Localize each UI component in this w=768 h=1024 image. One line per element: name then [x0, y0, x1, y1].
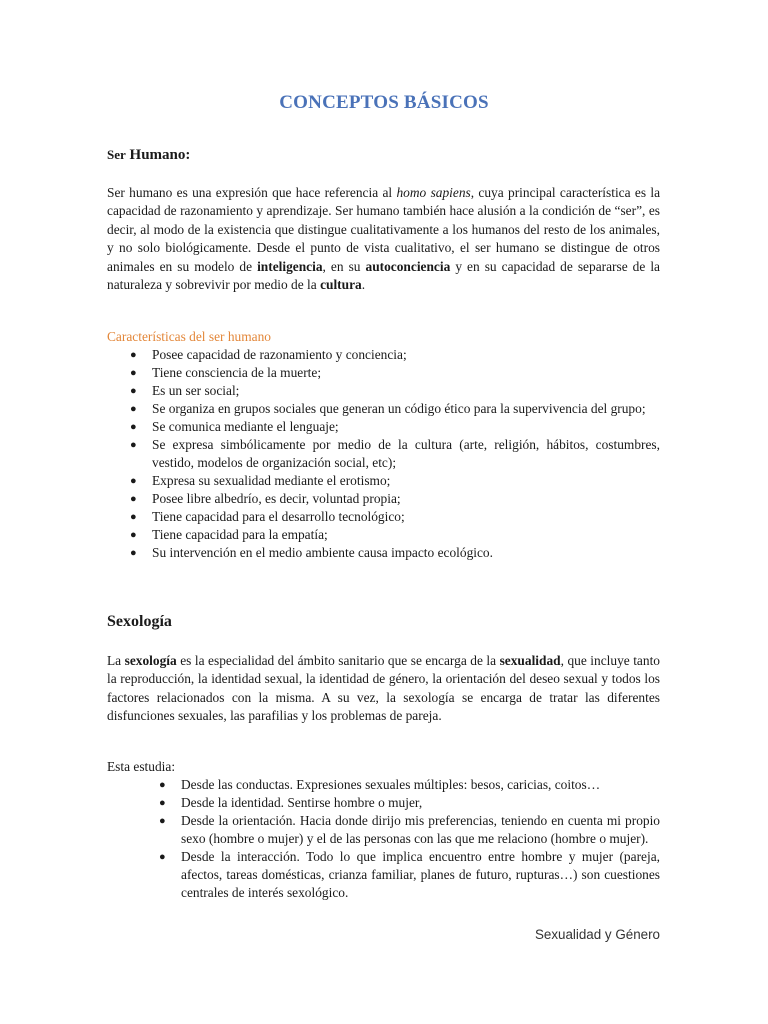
bullet-icon: ●: [130, 403, 137, 415]
list-item: [130, 400, 660, 418]
text-run: Ser humano es una expresión que hace referencia al: [107, 185, 397, 200]
bullet-icon: ●: [159, 851, 166, 863]
bullet-icon: ●: [130, 349, 137, 361]
bullet-icon: ●: [159, 779, 166, 791]
text-run: La: [107, 653, 125, 668]
heading-word-humano: Humano:: [129, 147, 191, 163]
list-item-text: Desde la orientación. Hacia donde dirijo mis preferencias, teniendo en cuenta mi propio sexo (hombre o mujer) y el de las personas con las que me relaciono (hombre o mujer).: [181, 813, 660, 846]
list-item-text: Desde las conductas. Expresiones sexuales múltiples: besos, caricias, coitos…: [181, 777, 601, 792]
list-item-text: Tiene capacidad para el desarrollo tecnológico;: [152, 509, 405, 524]
list-item: [130, 472, 660, 490]
bullet-icon: ●: [130, 475, 137, 487]
list-item-text: Expresa su sexualidad mediante el erotismo;: [152, 473, 391, 488]
paragraph-sexologia-text: [107, 652, 660, 726]
list-item: [159, 794, 660, 812]
estudia-intro: Esta estudia:: [107, 759, 176, 774]
list-item-text: Se comunica mediante el lenguaje;: [152, 419, 339, 434]
list-item-text: Su intervención en el medio ambiente causa impacto ecológico.: [152, 545, 493, 560]
paragraph-sexologia: [107, 652, 660, 726]
paragraph-ser-humano: [107, 184, 660, 294]
bullet-icon: ●: [130, 529, 137, 541]
list-item-text: Se organiza en grupos sociales que generan un código ético para la supervivencia del grupo;: [152, 401, 646, 416]
text-run: , en su: [322, 258, 366, 274]
bullet-icon: ●: [130, 367, 137, 379]
list-item: [130, 490, 660, 508]
list-item: [159, 776, 660, 794]
list-item-text: Tiene consciencia de la muerte;: [152, 365, 322, 380]
heading-word-ser: Ser: [107, 147, 126, 162]
list-item: [159, 848, 660, 902]
text-run: .: [361, 277, 366, 293]
list-item-text: Posee capacidad de razonamiento y conciencia;: [152, 347, 407, 362]
text-run: es la especialidad del ámbito sanitario que se encarga de la: [176, 653, 500, 668]
list-item-text: Es un ser social;: [152, 383, 240, 398]
bullet-icon: ●: [130, 385, 137, 397]
list-item: [130, 526, 660, 544]
list-item: [159, 812, 660, 848]
bullet-icon: ●: [159, 815, 166, 827]
footer-text: Sexualidad y Género: [534, 927, 660, 942]
bullet-icon: ●: [130, 511, 137, 523]
list-item: [130, 382, 660, 400]
text-run: autoconciencia: [365, 258, 451, 274]
text-run: , que incluye tanto la reproducción, la identidad sexual, la identidad de género, la orientación del deseo sexual y todos los factores relacionados con la misma. A su vez, la sexología se encarga de tratar las diferentes disfunciones sexuales, las parafilias y los problemas de pareja.: [107, 653, 660, 724]
estudia-list: [159, 776, 660, 902]
list-item: [130, 508, 660, 526]
text-run: sexualidad: [499, 653, 561, 668]
text-run: sexología: [124, 653, 177, 668]
list-item: [130, 346, 660, 364]
caracteristicas-list: [130, 346, 660, 562]
list-item: [130, 544, 660, 562]
bullet-icon: ●: [130, 421, 137, 433]
subheading-caracteristicas: Características del ser humano: [107, 329, 271, 344]
bullet-icon: ●: [130, 439, 137, 451]
text-run: y en su capacidad de separarse de la naturaleza y sobrevivir por medio de la: [107, 258, 660, 293]
list-item-text: Se expresa simbólicamente por medio de la cultura (arte, religión, hábitos, costumbres, vestido, modelos de organización social, etc);: [152, 437, 660, 470]
list-item-text: Posee libre albedrío, es decir, voluntad propia;: [152, 491, 401, 506]
section-heading-ser-humano: [107, 147, 190, 164]
bullet-icon: ●: [130, 493, 137, 505]
list-item: [130, 364, 660, 382]
list-item: [130, 418, 660, 436]
page-title: CONCEPTOS BÁSICOS: [279, 92, 489, 113]
paragraph-ser-humano-text: [107, 184, 660, 294]
text-run: homo sapiens: [396, 185, 471, 200]
list-item: [130, 436, 660, 472]
text-run: , cuya principal característica es la capacidad de razonamiento y aprendizaje. Ser humano también hace alusión a la condición de “ser”, es decir, al modo de la existencia que distingue cualitativamente a los humanos del resto de los animales, y no solo biológicamente. Desde el punto de vista cualitativo, el ser humano se distingue de otros animales en su modelo de: [107, 185, 661, 274]
text-run: cultura: [320, 277, 362, 293]
bullet-icon: ●: [159, 797, 166, 809]
list-item-text: Desde la interacción. Todo lo que implica encuentro entre hombre y mujer (pareja, afectos, tareas domésticas, crianza familiar, planes de futuro, rupturas…) son cuestiones centrales de interés sexológico.: [181, 849, 660, 900]
list-item-text: Tiene capacidad para la empatía;: [152, 527, 328, 542]
bullet-icon: ●: [130, 547, 137, 559]
section-heading-sexologia: Sexología: [107, 613, 172, 630]
text-run: inteligencia: [257, 258, 323, 274]
list-item-text: Desde la identidad. Sentirse hombre o mujer,: [181, 795, 423, 810]
